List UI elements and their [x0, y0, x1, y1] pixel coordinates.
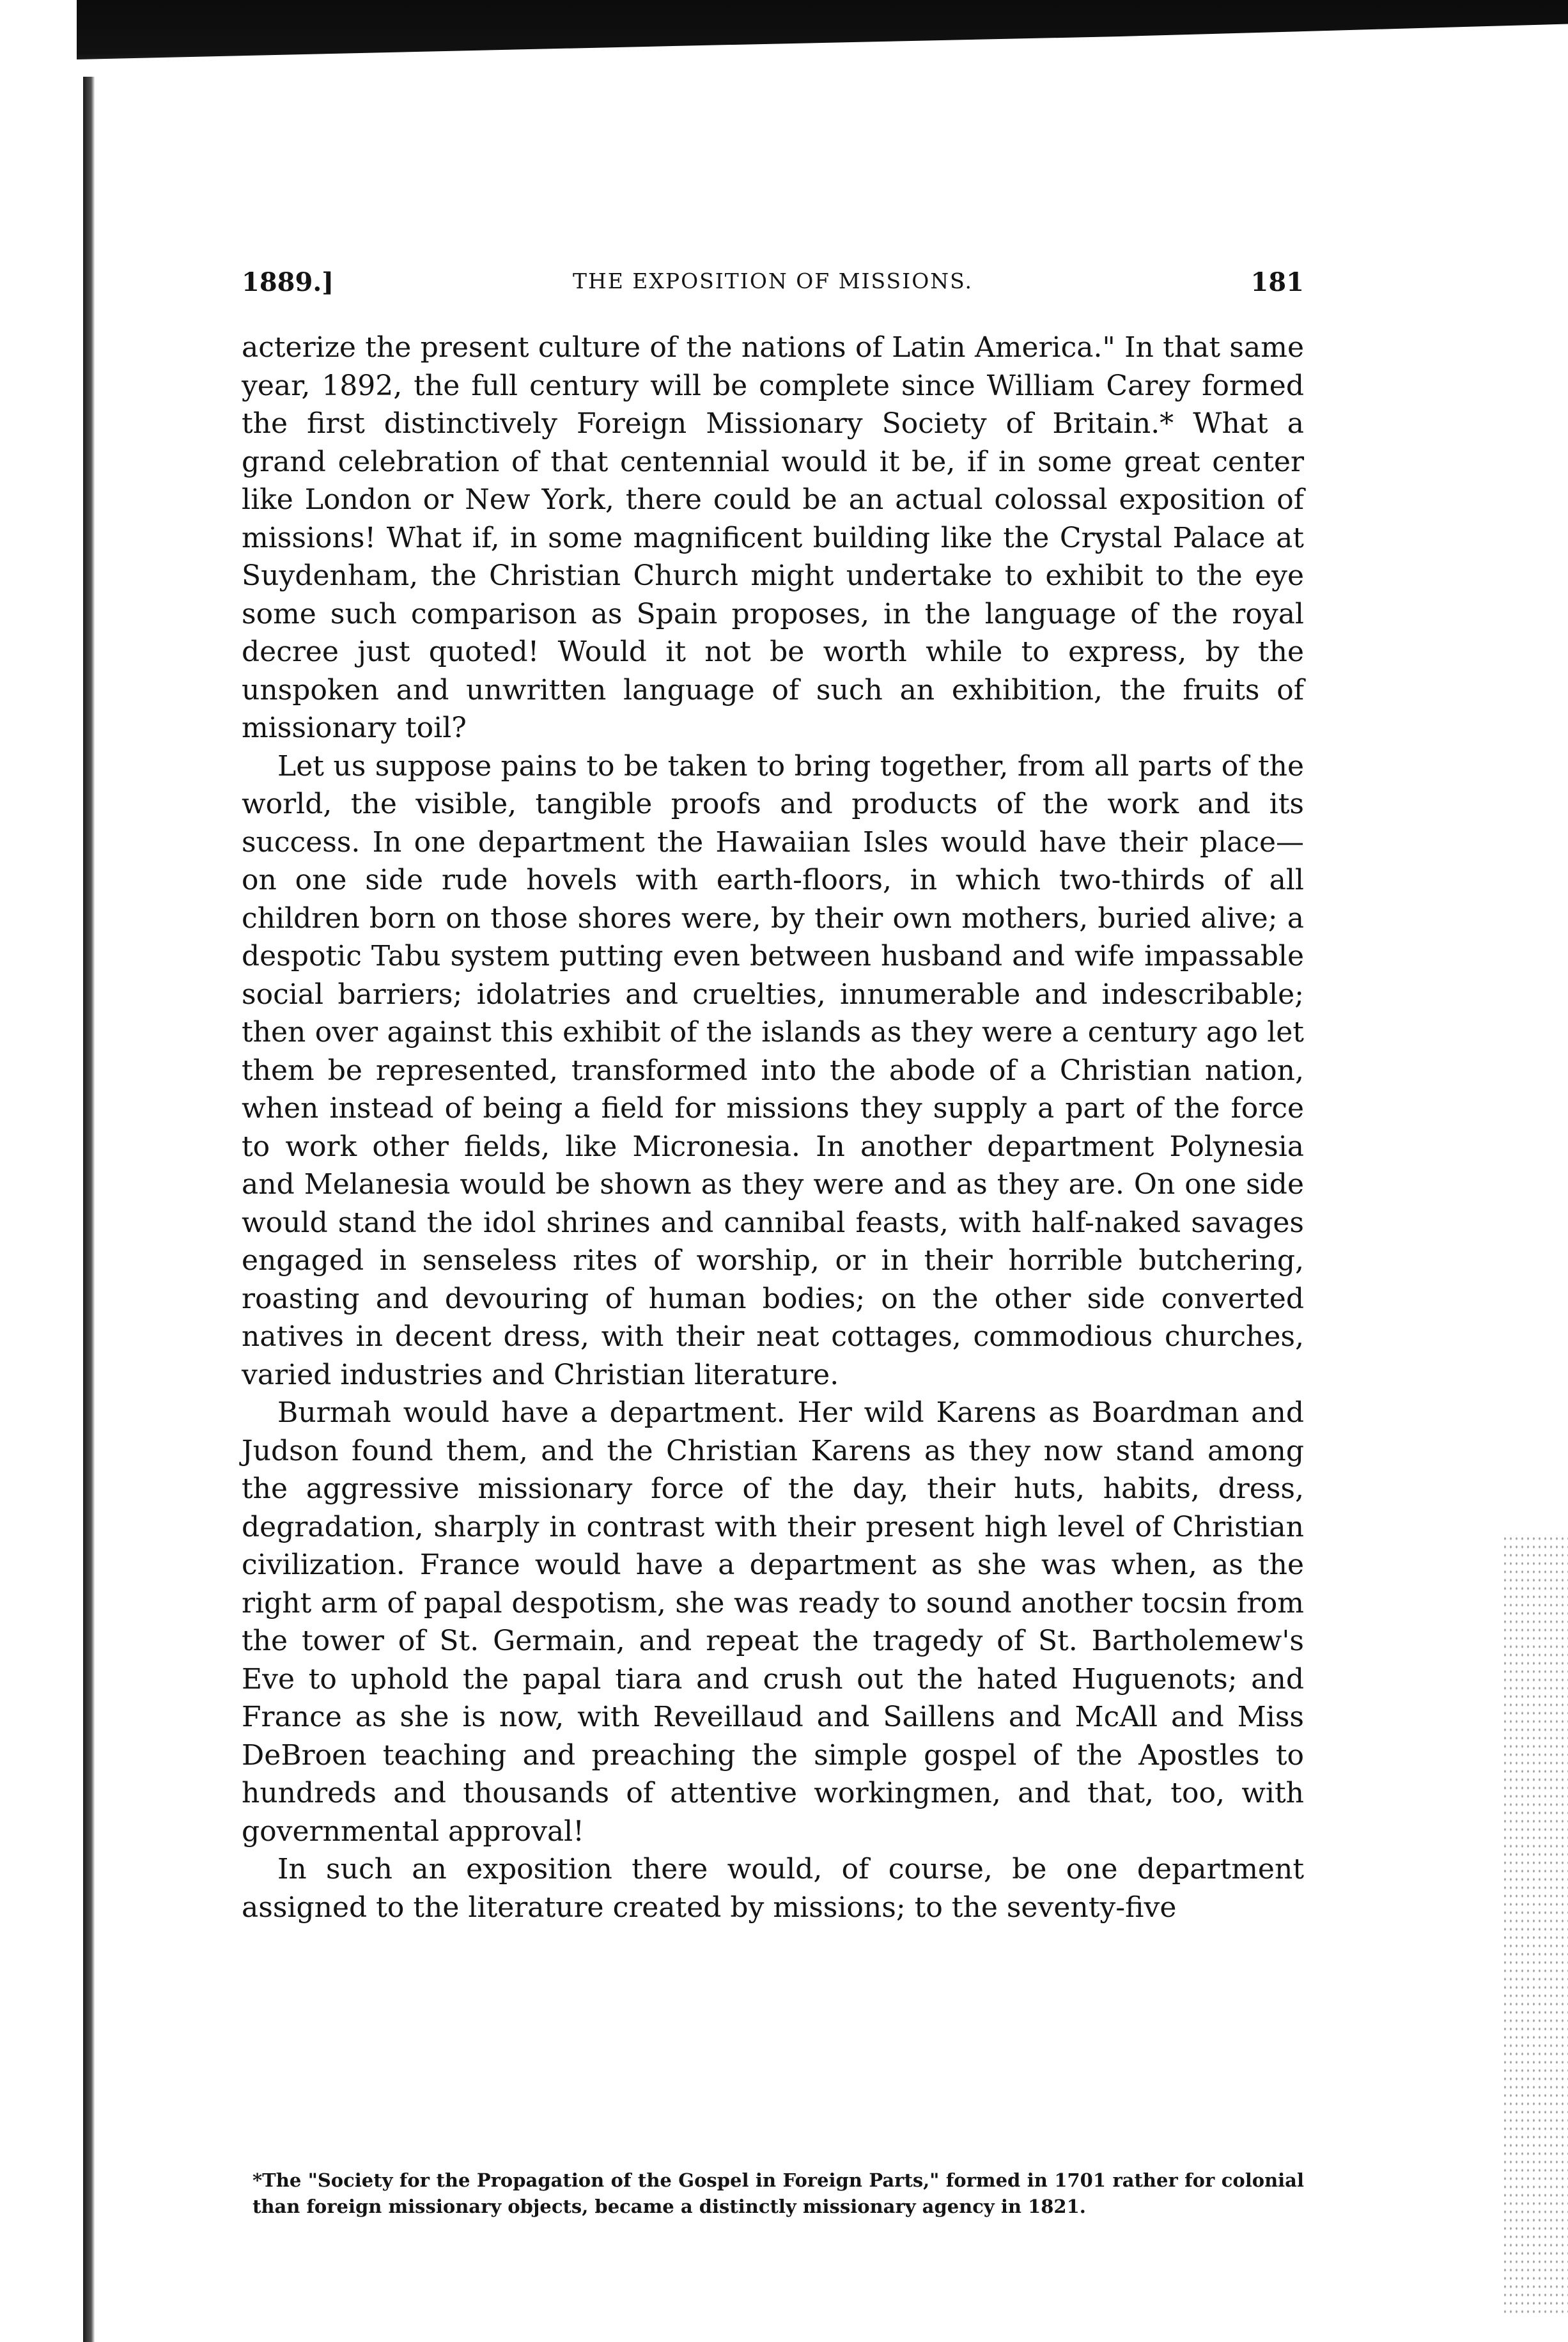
- paragraph-continued: acterize the present culture of the nations of Latin America." In that same year, 1892, the full century will be complete since William Carey formed the first distinctively Foreign Missionary Society of Britain.* What a grand celebration of that centennial would it be, if in some great center like London or New York, there could be an actual colossal exposition of missions! What if, in some magnificent building like the Crystal Palace at Suydenham, the Christian Church might undertake to exhibit to the eye some such comparison as Spain proposes, in the language of the royal decree just quoted! Would it not be worth while to express, by the unspoken and unwritten language of such an exhibition, the fruits of missionary toil?: [242, 331, 1304, 744]
- paragraph: In such an exposition there would, of course, be one department assigned to the literature created by missions; to the seventy-five: [242, 1853, 1304, 1924]
- paragraph: Burmah would have a department. Her wild Karens as Boardman and Judson found them, and the Christian Karens as they now stand among the aggressive missionary force of the day, their huts, habits, dress, degradation, sharply in contrast with their present high level of Christian civilization. France would have a department as she was when, as the right arm of papal despotism, she was ready to sound another tocsin from the tower of St. Germain, and repeat the tragedy of St. Bartholemew's Eve to uphold the papal tiara and crush out the hated Huguenots; and France as she is now, with Reveillaud and Saillens and McAll and Miss DeBroen teaching and preaching the simple gospel of the Apostles to hundreds and thousands of attentive workingmen, and that, too, with governmental approval!: [242, 1396, 1304, 1848]
- scan-margin-specks: [1502, 1534, 1568, 2315]
- scan-edge-shadow-left: [83, 77, 95, 2342]
- footnote: *The "Society for the Propagation of the Gospel in Foreign Parts," formed in 1701 rather for colonial than foreign missionary objects, became a distinctly missionary agency in 1821.: [252, 2169, 1304, 2217]
- running-head-year: 1889.]: [242, 267, 334, 297]
- body-text: [242, 329, 1304, 1926]
- page-number: 181: [1250, 267, 1304, 297]
- running-head-title: THE EXPOSITION OF MISSIONS.: [572, 269, 974, 293]
- paragraph: Let us suppose pains to be taken to bring together, from all parts of the world, the visible, tangible proofs and products of the work and its success. In one department the Hawaiian Isles would have their place—on one side rude hovels with earth-floors, in which two-thirds of all children born on those shores were, by their own mothers, buried alive; a despotic Tabu system putting even between husband and wife impassable social barriers; idolatries and cruelties, innumerable and indescribable; then over against this exhibit of the islands as they were a century ago let them be represented, transformed into the abode of a Christian nation, when instead of being a field for missions they supply a part of the force to work other fields, like Micronesia. In another department Polynesia and Melanesia would be shown as they were and as they are. On one side would stand the idol shrines and cannibal feasts, with half-naked savages engaged in senseless rites of worship, or in their horrible butchering, roasting and devouring of human bodies; on the other side converted natives in decent dress, with their neat cottages, commodious churches, varied industries and Christian literature.: [242, 749, 1304, 1391]
- running-head: [242, 267, 1304, 306]
- scan-edge-shadow-top: [77, 0, 1568, 96]
